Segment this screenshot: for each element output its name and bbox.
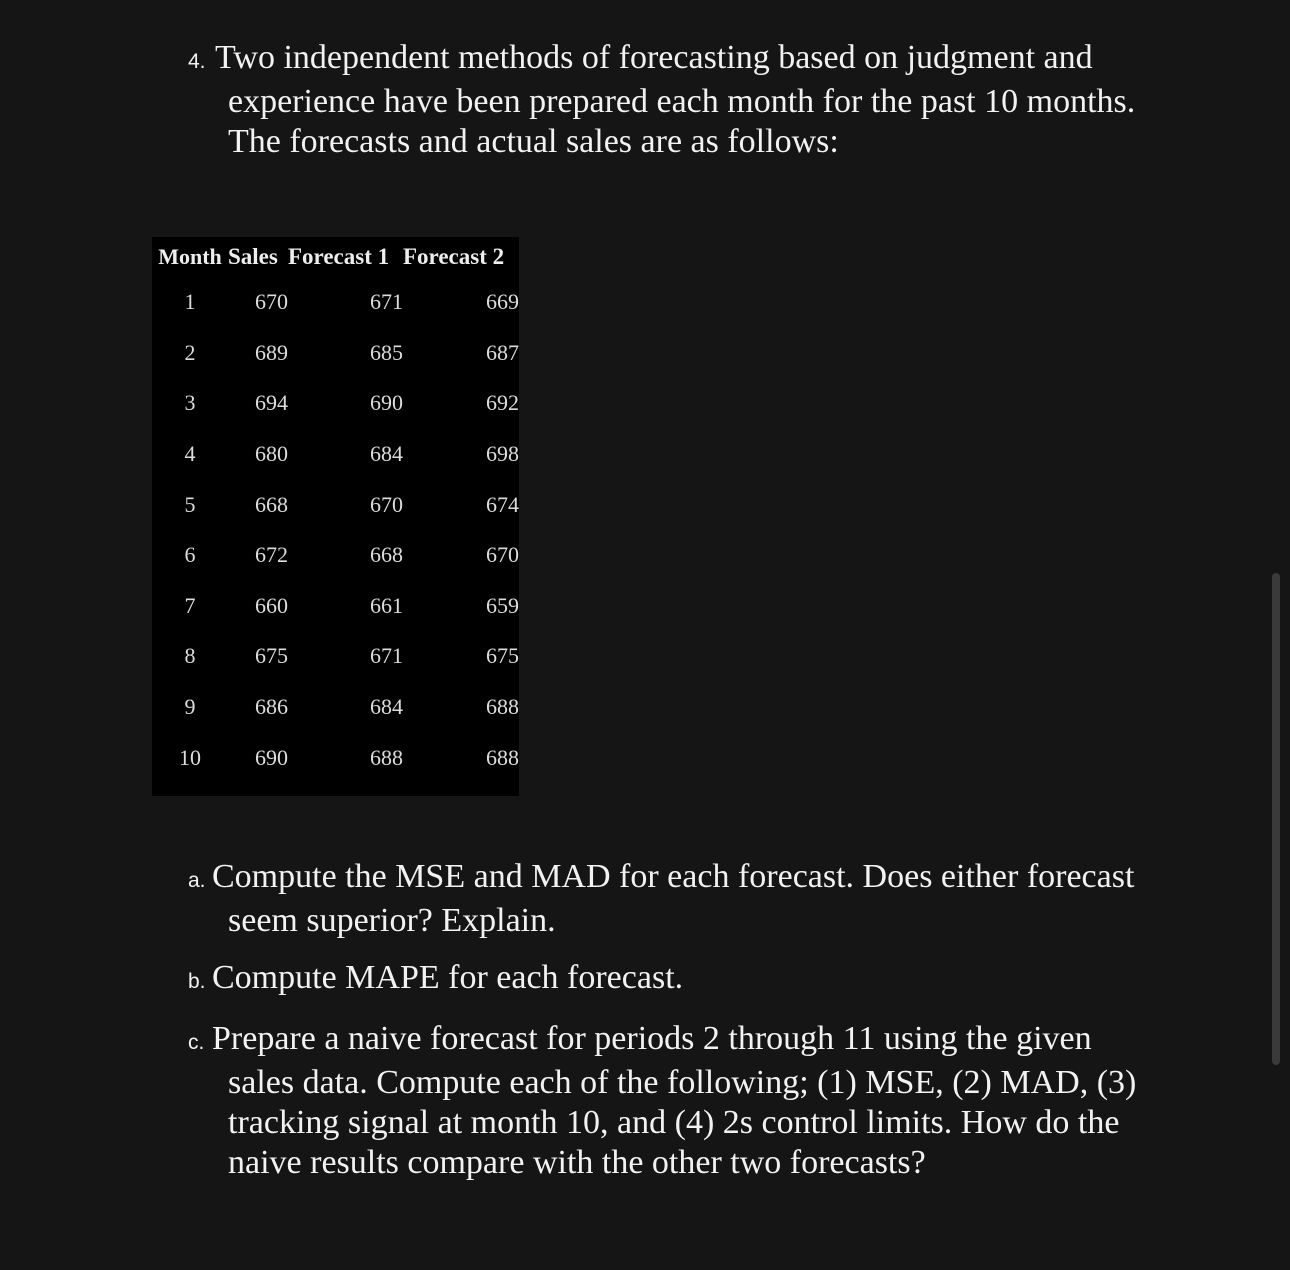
cell-sales: 660 — [255, 592, 288, 618]
cell-sales: 675 — [255, 643, 288, 669]
cell-forecast-1: 668 — [370, 542, 403, 568]
table-row — [152, 530, 519, 581]
forecast-table — [152, 237, 519, 783]
cell-month: 2 — [184, 339, 196, 365]
cell-forecast-1: 685 — [370, 339, 403, 365]
cell-month: 7 — [184, 592, 196, 618]
problem-statement — [188, 38, 1188, 162]
cell-forecast-2: 688 — [486, 744, 519, 770]
part-a-text: Compute the MSE and MAD for each forecast. Does either forecast seem superior? Explain. — [212, 858, 1135, 939]
cell-forecast-2: 674 — [486, 491, 519, 517]
cell-sales: 668 — [255, 491, 288, 517]
table-row — [152, 378, 519, 429]
part-b-label: b. — [188, 970, 206, 993]
cell-sales: 670 — [255, 289, 288, 315]
cell-forecast-1: 671 — [370, 289, 403, 315]
cell-month: 6 — [184, 542, 196, 568]
header-sales: Sales — [228, 244, 278, 269]
table-row — [152, 277, 519, 328]
cell-forecast-2: 698 — [486, 441, 519, 467]
cell-forecast-1: 670 — [370, 491, 403, 517]
table-body — [152, 277, 519, 783]
part-c-text: Prepare a naive forecast for periods 2 through 11 using the given sales data. Compute each of the following; (1) MSE, (2) MAD, (3) tracking signal at month 10, and (4) 2s control limits. How do the naive results compare with the other two forecasts? — [212, 1020, 1137, 1181]
table-row — [152, 328, 519, 379]
header-forecast-1: Forecast 1 — [288, 244, 390, 269]
question-parts — [188, 857, 1158, 1183]
problem-text: Two independent methods of forecasting based on judgment and experience have been prepared each month for the past 10 months. The forecasts and actual sales are as follows: — [215, 39, 1136, 160]
cell-forecast-2: 670 — [486, 542, 519, 568]
table-row — [152, 631, 519, 682]
table-row — [152, 581, 519, 632]
table-row — [152, 682, 519, 733]
cell-forecast-1: 684 — [370, 694, 403, 720]
part-a-label: a. — [188, 869, 206, 892]
problem-number: 4. — [188, 50, 206, 73]
cell-sales: 694 — [255, 390, 288, 416]
cell-sales: 690 — [255, 744, 288, 770]
data-table-panel — [152, 237, 519, 796]
header-month: Month — [158, 244, 222, 269]
table-row — [152, 479, 519, 530]
cell-month: 8 — [184, 643, 196, 669]
cell-sales: 680 — [255, 441, 288, 467]
cell-forecast-2: 692 — [486, 390, 519, 416]
cell-sales: 672 — [255, 542, 288, 568]
cell-forecast-1: 690 — [370, 390, 403, 416]
cell-forecast-2: 688 — [486, 694, 519, 720]
table-header-row — [152, 237, 519, 277]
cell-month: 9 — [184, 694, 196, 720]
part-c-label: c. — [188, 1031, 205, 1054]
cell-month: 3 — [184, 390, 196, 416]
cell-forecast-2: 675 — [486, 643, 519, 669]
question-part-b — [188, 958, 1158, 1002]
question-part-a — [188, 857, 1158, 941]
header-forecast-2: Forecast 2 — [403, 244, 505, 269]
cell-sales: 689 — [255, 339, 288, 365]
cell-forecast-1: 684 — [370, 441, 403, 467]
cell-forecast-1: 661 — [370, 592, 403, 618]
cell-sales: 686 — [255, 694, 288, 720]
scrollbar-thumb[interactable] — [1272, 573, 1280, 1065]
table-row — [152, 732, 519, 783]
cell-forecast-2: 659 — [486, 592, 519, 618]
cell-forecast-2: 687 — [486, 339, 519, 365]
cell-forecast-1: 688 — [370, 744, 403, 770]
cell-forecast-1: 671 — [370, 643, 403, 669]
cell-forecast-2: 669 — [486, 289, 519, 315]
cell-month: 10 — [179, 744, 201, 770]
part-b-text: Compute MAPE for each forecast. — [212, 959, 684, 996]
table-row — [152, 429, 519, 480]
cell-month: 1 — [184, 289, 196, 315]
question-part-c — [188, 1019, 1158, 1183]
cell-month: 5 — [184, 491, 196, 517]
cell-month: 4 — [184, 441, 196, 467]
